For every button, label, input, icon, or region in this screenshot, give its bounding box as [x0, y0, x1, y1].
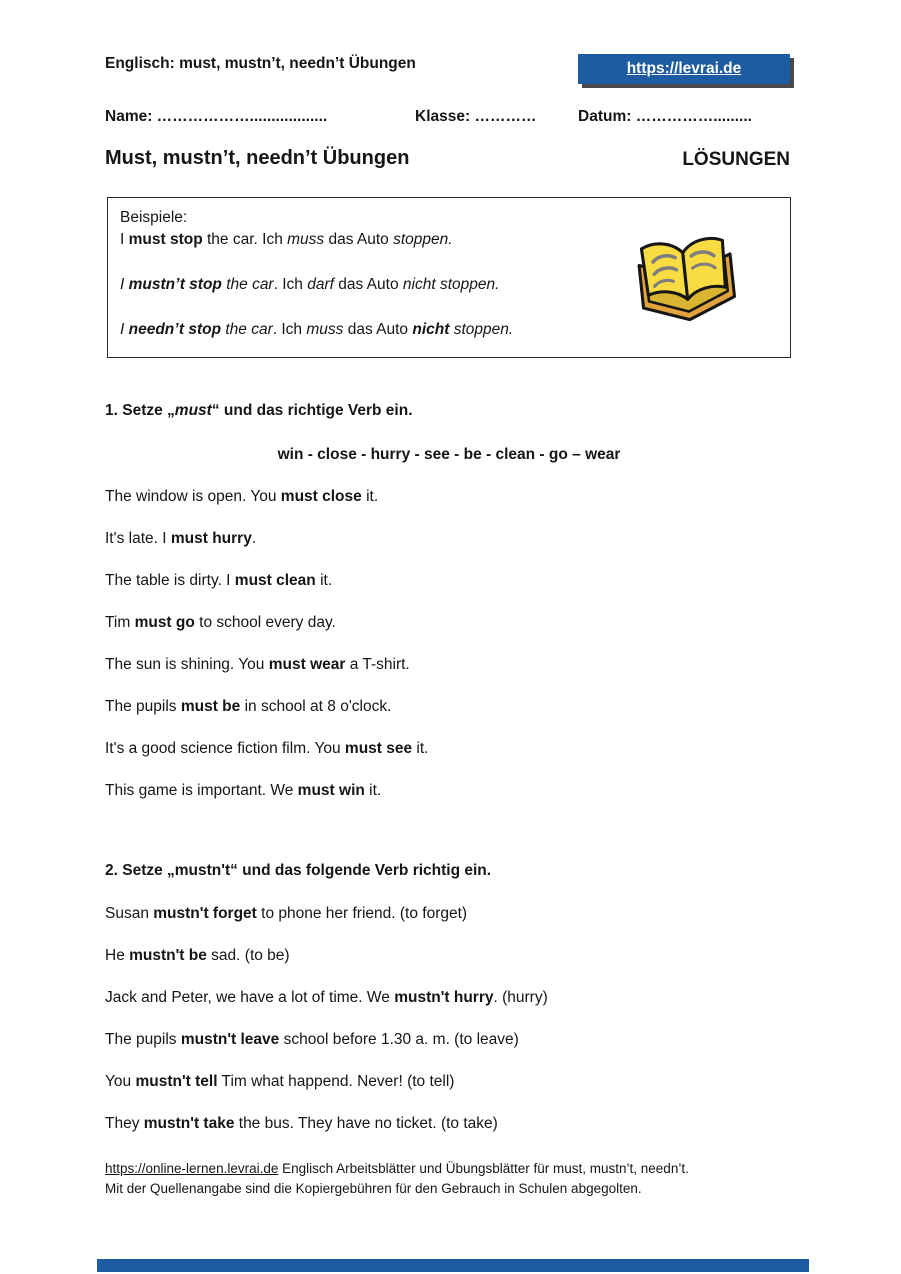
- header-title: Englisch: must, mustn’t, needn’t Übungen: [105, 55, 416, 72]
- exercise-sentence: The window is open. You must close it.: [105, 488, 379, 505]
- exercise1-sentences: [105, 486, 825, 822]
- exercise-sentence: It's a good science fiction film. You must see it.: [105, 740, 429, 757]
- levrai-link-box[interactable]: [578, 54, 790, 84]
- example-line-mustnt: I mustn’t stop the car. Ich darf das Auto nicht stoppen.: [120, 276, 500, 293]
- example-line-must: I must stop the car. Ich muss das Auto stoppen.: [120, 231, 453, 248]
- footer-link[interactable]: https://online-lernen.levrai.de: [105, 1161, 279, 1176]
- klasse-field: Klasse: …………: [415, 108, 537, 125]
- page-title: Must, mustn’t, needn’t Übungen: [105, 147, 410, 169]
- footer-line1-text: Englisch Arbeitsblätter und Übungsblätter für must, mustn’t, needn’t.: [278, 1161, 689, 1176]
- open-book-icon: [631, 230, 743, 332]
- examples-box: [107, 197, 791, 358]
- datum-field: Datum: …………….........: [578, 108, 752, 125]
- exercise-sentence: He mustn't be sad. (to be): [105, 947, 290, 964]
- footer: [105, 1159, 689, 1199]
- exercise-sentence: Susan mustn't forget to phone her friend. (to forget): [105, 905, 468, 922]
- exercise2-heading: 2. Setze „mustn't“ und das folgende Verb richtig ein.: [105, 862, 492, 879]
- exercise-sentence: This game is important. We must win it.: [105, 782, 382, 799]
- exercise-sentence: Tim must go to school every day.: [105, 614, 336, 631]
- solutions-label: LÖSUNGEN: [682, 149, 790, 170]
- exercise-sentence: It's late. I must hurry.: [105, 530, 257, 547]
- exercise1-heading: 1. Setze „must“ und das richtige Verb ein.: [105, 402, 413, 419]
- examples-label: Beispiele:: [120, 209, 188, 226]
- exercise-sentence: The pupils mustn't leave school before 1.30 a. m. (to leave): [105, 1031, 519, 1048]
- name-field: Name: ………………..................: [105, 108, 328, 125]
- example-line-neednt: I needn’t stop the car. Ich muss das Auto nicht stoppen.: [120, 321, 514, 338]
- exercise-sentence: They mustn't take the bus. They have no ticket. (to take): [105, 1115, 498, 1132]
- levrai-link-label[interactable]: https://levrai.de: [626, 60, 742, 77]
- exercise-sentence: Jack and Peter, we have a lot of time. We mustn't hurry. (hurry): [105, 989, 548, 1006]
- exercise-sentence: You mustn't tell Tim what happend. Never! (to tell): [105, 1073, 455, 1090]
- exercise2-sentences: [105, 903, 825, 1155]
- footer-line1: [105, 1159, 689, 1179]
- exercise-sentence: The sun is shining. You must wear a T-shirt.: [105, 656, 410, 673]
- verb-word-bank: win - close - hurry - see - be - clean - go – wear: [277, 446, 621, 463]
- exercise-sentence: The table is dirty. I must clean it.: [105, 572, 333, 589]
- footer-bar: [97, 1259, 809, 1272]
- footer-line2: Mit der Quellenangabe sind die Kopiergebühren für den Gebrauch in Schulen abgegolten.: [105, 1181, 642, 1196]
- exercise-sentence: The pupils must be in school at 8 o'clock.: [105, 698, 392, 715]
